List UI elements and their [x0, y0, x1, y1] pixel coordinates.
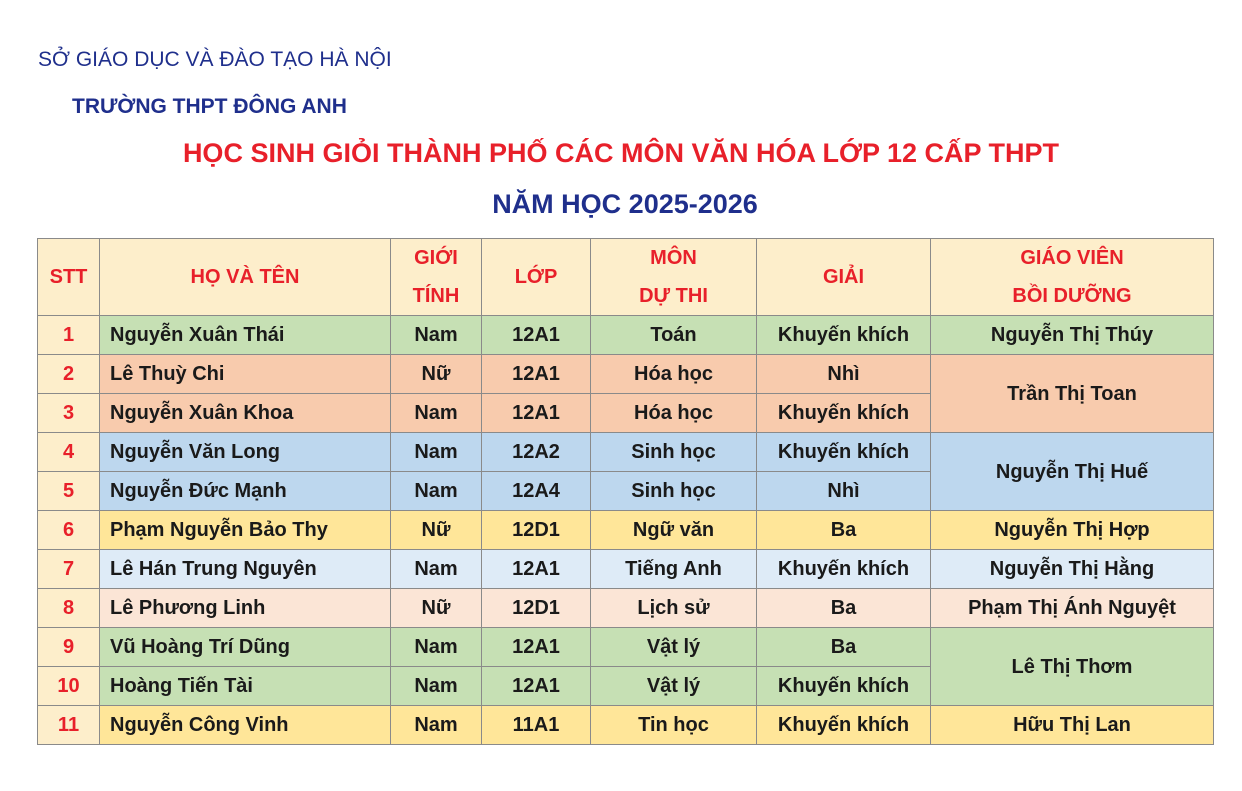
cell-stt: 2 [38, 355, 100, 394]
cell-gender: Nam [391, 667, 482, 706]
cell-name: Phạm Nguyễn Bảo Thy [100, 511, 391, 550]
cell-subject: Sinh học [591, 433, 757, 472]
header-stt: STT [38, 239, 100, 316]
cell-gender: Nữ [391, 511, 482, 550]
cell-name: Lê Hán Trung Nguyên [100, 550, 391, 589]
table-row [38, 628, 1214, 667]
cell-subject: Lịch sử [591, 589, 757, 628]
table-row [38, 355, 1214, 394]
cell-subject: Ngữ văn [591, 511, 757, 550]
cell-teacher: Trần Thị Toan [931, 355, 1214, 433]
cell-subject: Tiếng Anh [591, 550, 757, 589]
cell-gender: Nam [391, 394, 482, 433]
cell-stt: 6 [38, 511, 100, 550]
cell-award: Khuyến khích [757, 316, 931, 355]
cell-name: Nguyễn Xuân Thái [100, 316, 391, 355]
cell-gender: Nam [391, 433, 482, 472]
table-header-row [38, 239, 1214, 316]
cell-name: Vũ Hoàng Trí Dũng [100, 628, 391, 667]
header-subject-line1: MÔN [650, 247, 697, 269]
cell-teacher: Nguyễn Thị Hợp [931, 511, 1214, 550]
cell-gender: Nữ [391, 355, 482, 394]
cell-class: 12A1 [482, 667, 591, 706]
school-year: NĂM HỌC 2025-2026 [492, 189, 758, 219]
cell-class: 12D1 [482, 511, 591, 550]
cell-class: 12A2 [482, 433, 591, 472]
cell-class: 12A1 [482, 316, 591, 355]
table-row [38, 550, 1214, 589]
header-subject-line2: DỰ THI [639, 285, 708, 307]
cell-gender: Nam [391, 472, 482, 511]
cell-class: 12D1 [482, 589, 591, 628]
cell-name: Nguyễn Đức Mạnh [100, 472, 391, 511]
cell-award: Khuyến khích [757, 433, 931, 472]
header-class: LỚP [482, 239, 591, 316]
header-award: GIẢI [757, 239, 931, 316]
table-row [38, 316, 1214, 355]
cell-award: Nhì [757, 472, 931, 511]
cell-award: Nhì [757, 355, 931, 394]
header-name: HỌ VÀ TÊN [100, 239, 391, 316]
cell-teacher: Nguyễn Thị Thúy [931, 316, 1214, 355]
header-gender [391, 239, 482, 316]
cell-subject: Vật lý [591, 628, 757, 667]
cell-award: Khuyến khích [757, 667, 931, 706]
results-table [37, 238, 1214, 745]
cell-gender: Nam [391, 316, 482, 355]
cell-gender: Nam [391, 706, 482, 745]
cell-class: 11A1 [482, 706, 591, 745]
cell-stt: 7 [38, 550, 100, 589]
header-subject [591, 239, 757, 316]
cell-teacher: Lê Thị Thơm [931, 628, 1214, 706]
cell-name: Nguyễn Văn Long [100, 433, 391, 472]
header-gender-line2: TÍNH [412, 285, 460, 307]
cell-stt: 1 [38, 316, 100, 355]
cell-name: Nguyễn Công Vinh [100, 706, 391, 745]
cell-award: Khuyến khích [757, 550, 931, 589]
cell-award: Ba [757, 628, 931, 667]
cell-teacher: Nguyễn Thị Hằng [931, 550, 1214, 589]
cell-subject: Vật lý [591, 667, 757, 706]
document-title: HỌC SINH GIỎI THÀNH PHỐ CÁC MÔN VĂN HÓA LỚP 12 CẤP THPT [182, 138, 1060, 168]
header-teacher-line1: GIÁO VIÊN [1020, 247, 1124, 269]
cell-subject: Hóa học [591, 394, 757, 433]
cell-subject: Hóa học [591, 355, 757, 394]
table-row [38, 589, 1214, 628]
cell-class: 12A1 [482, 394, 591, 433]
cell-stt: 5 [38, 472, 100, 511]
cell-name: Lê Phương Linh [100, 589, 391, 628]
cell-subject: Toán [591, 316, 757, 355]
table-row [38, 511, 1214, 550]
cell-name: Hoàng Tiến Tài [100, 667, 391, 706]
cell-stt: 9 [38, 628, 100, 667]
cell-subject: Tin học [591, 706, 757, 745]
school-name: TRƯỜNG THPT ĐÔNG ANH [72, 95, 347, 118]
cell-award: Khuyến khích [757, 706, 931, 745]
cell-class: 12A4 [482, 472, 591, 511]
cell-class: 12A1 [482, 628, 591, 667]
cell-teacher: Hữu Thị Lan [931, 706, 1214, 745]
cell-subject: Sinh học [591, 472, 757, 511]
cell-name: Lê Thuỳ Chi [100, 355, 391, 394]
cell-gender: Nam [391, 628, 482, 667]
cell-teacher: Nguyễn Thị Huế [931, 433, 1214, 511]
cell-gender: Nữ [391, 589, 482, 628]
cell-stt: 4 [38, 433, 100, 472]
cell-gender: Nam [391, 550, 482, 589]
table-row [38, 706, 1214, 745]
cell-stt: 8 [38, 589, 100, 628]
header-gender-line1: GIỚI [414, 247, 458, 269]
cell-class: 12A1 [482, 550, 591, 589]
cell-stt: 10 [38, 667, 100, 706]
cell-class: 12A1 [482, 355, 591, 394]
cell-award: Ba [757, 511, 931, 550]
header-teacher-line2: BỒI DƯỠNG [1012, 285, 1132, 307]
table-row [38, 433, 1214, 472]
cell-stt: 3 [38, 394, 100, 433]
cell-teacher: Phạm Thị Ánh Nguyệt [931, 589, 1214, 628]
header-teacher [931, 239, 1214, 316]
cell-name: Nguyễn Xuân Khoa [100, 394, 391, 433]
cell-award: Khuyến khích [757, 394, 931, 433]
cell-award: Ba [757, 589, 931, 628]
cell-stt: 11 [38, 706, 100, 745]
department-name: SỞ GIÁO DỤC VÀ ĐÀO TẠO HÀ NỘI [38, 48, 392, 71]
